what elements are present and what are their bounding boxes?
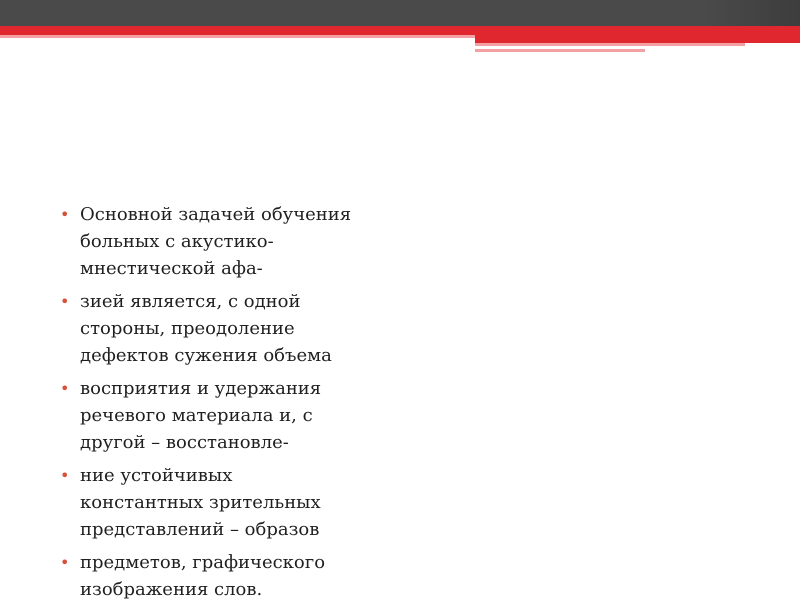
header-accent-thin-stripe-left [0, 35, 475, 38]
bullet-dot-icon: • [60, 292, 70, 311]
bullet-text-line: дефектов сужения объема [80, 345, 332, 366]
bullet-text-line: константных зрительных [80, 492, 321, 513]
header-accent-stripe [0, 26, 800, 35]
bullet-text-line: ние устойчивых [80, 465, 233, 486]
bullet-text-line: речевого материала и, с [80, 405, 313, 426]
bullet-text-line: представлений – образов [80, 519, 320, 540]
header-bar [0, 0, 800, 26]
bullet-text-line: Основной задачей обучения [80, 204, 352, 225]
bullet-text-line: мнестической афа- [80, 258, 263, 279]
bullet-dot-icon: • [60, 553, 70, 572]
bullet-text-line: изображения слов. [80, 579, 263, 600]
bullet-text-line: другой – восстановле- [80, 432, 289, 453]
bullet-text-line: больных с акустико- [80, 231, 274, 252]
slide-body [60, 201, 400, 600]
bullet-item [60, 201, 400, 282]
bullet-item [60, 288, 400, 369]
bullet-item [60, 375, 400, 456]
bullet-text-line: восприятия и удержания [80, 378, 322, 399]
bullet-list [60, 201, 400, 600]
header-accent-thin-stripe-right [475, 43, 745, 46]
bullet-text-line: предметов, графического [80, 552, 326, 573]
header-accent-stripe-right [475, 35, 800, 43]
bullet-item [60, 462, 400, 543]
bullet-text-line: зией является, с одной [80, 291, 301, 312]
bullet-item [60, 549, 400, 600]
bullet-dot-icon: • [60, 466, 70, 485]
bullet-dot-icon: • [60, 379, 70, 398]
header-accent-thin-stripe-short [475, 49, 645, 52]
bullet-dot-icon: • [60, 205, 70, 224]
bullet-text-line: стороны, преодоление [80, 318, 295, 339]
